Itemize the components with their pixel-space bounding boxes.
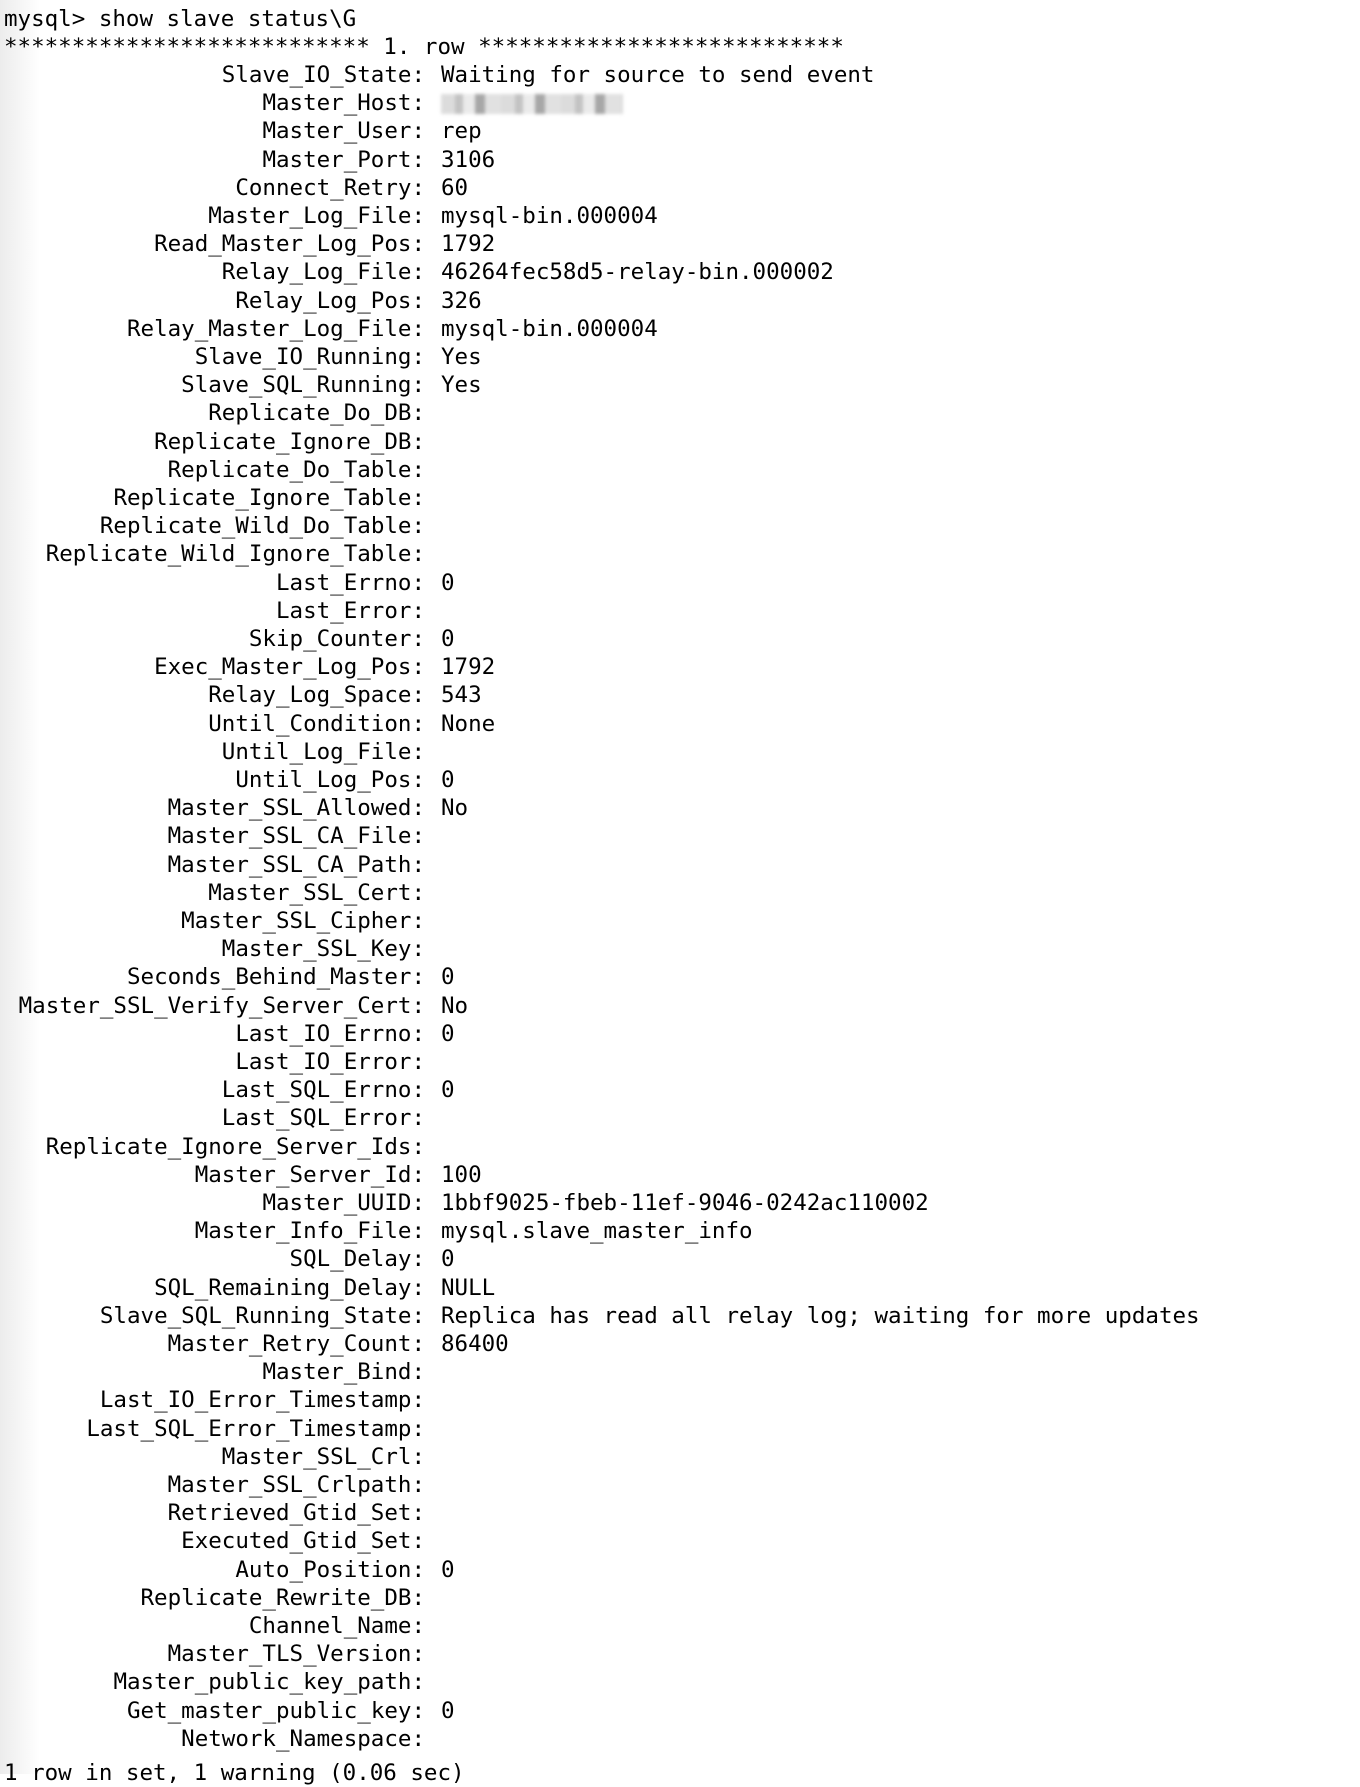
- field-key: Master_SSL_Allowed:: [167, 795, 425, 822]
- status-field-row: [0, 1640, 1360, 1668]
- field-key: Master_UUID:: [262, 1190, 425, 1216]
- field-value: 60: [441, 174, 469, 201]
- field-key: Master_SSL_Crlpath:: [167, 1472, 425, 1498]
- field-value: 3106: [441, 146, 496, 173]
- status-field-row: [0, 1499, 1360, 1527]
- status-field-row: [0, 1104, 1360, 1132]
- status-field-row: [0, 625, 1360, 653]
- status-field-row: [0, 907, 1360, 935]
- field-key: Read_Master_Log_Pos:: [154, 231, 425, 258]
- field-key: Replicate_Do_DB:: [208, 400, 425, 427]
- field-value: mysql.slave_master_info: [441, 1218, 753, 1245]
- status-field-row: [0, 569, 1360, 597]
- status-field-row: [0, 1048, 1360, 1076]
- field-key: Master_User:: [262, 118, 425, 145]
- field-key: Last_IO_Error_Timestamp:: [99, 1387, 425, 1414]
- field-key: Retrieved_Gtid_Set:: [167, 1500, 425, 1527]
- status-field-row: [0, 146, 1360, 174]
- field-value: 326: [441, 287, 482, 314]
- field-key: Seconds_Behind_Master:: [126, 964, 425, 991]
- field-key: Replicate_Wild_Ignore_Table:: [45, 541, 425, 568]
- status-field-row: [0, 1668, 1360, 1696]
- status-field-row: [0, 710, 1360, 738]
- field-key: Executed_Gtid_Set:: [181, 1528, 425, 1555]
- field-value: 46264fec58d5-relay-bin.000002: [441, 259, 834, 286]
- field-key: Last_Errno:: [275, 569, 425, 596]
- status-field-row: [0, 1386, 1360, 1414]
- field-key: Exec_Master_Log_Pos:: [154, 654, 425, 681]
- status-field-row: [0, 1217, 1360, 1245]
- field-key: Master_Log_File:: [208, 203, 425, 229]
- status-field-row: [0, 343, 1360, 371]
- status-field-row: [0, 117, 1360, 145]
- field-key: Last_SQL_Errno:: [221, 1077, 425, 1104]
- status-field-row: [0, 822, 1360, 850]
- field-key: Relay_Log_Pos:: [235, 287, 425, 314]
- field-value: 0: [441, 767, 455, 793]
- status-field-row: [0, 766, 1360, 794]
- status-field-row: [0, 1584, 1360, 1612]
- field-value: 0: [441, 1020, 455, 1047]
- status-field-row: [0, 597, 1360, 625]
- field-key: Master_SSL_Verify_Server_Cert:: [18, 992, 425, 1019]
- status-field-row: [0, 1612, 1360, 1640]
- status-field-row: [0, 1161, 1360, 1189]
- field-value: mysql-bin.000004: [441, 315, 658, 342]
- field-key: Replicate_Do_Table:: [167, 456, 425, 483]
- redacted-host-value: [441, 94, 623, 114]
- status-field-row: [0, 484, 1360, 512]
- status-field-row: [0, 794, 1360, 822]
- field-value: Waiting for source to send event: [441, 62, 875, 88]
- status-field-row: [0, 1697, 1360, 1725]
- status-field-row: [0, 371, 1360, 399]
- field-key: Last_SQL_Error:: [221, 1105, 425, 1132]
- field-key: Until_Condition:: [208, 710, 425, 737]
- status-field-row: [0, 992, 1360, 1020]
- status-field-row: [0, 315, 1360, 343]
- status-field-row: [0, 851, 1360, 879]
- field-key: Master_Info_File:: [194, 1218, 425, 1245]
- field-key: Last_SQL_Error_Timestamp:: [86, 1415, 425, 1442]
- field-value: NULL: [441, 1274, 496, 1301]
- status-field-row: [0, 963, 1360, 991]
- status-field-row: [0, 1471, 1360, 1499]
- field-key: Master_Retry_Count:: [167, 1331, 425, 1357]
- status-field-row: [0, 1076, 1360, 1104]
- status-field-row: [0, 202, 1360, 230]
- status-field-row: [0, 540, 1360, 568]
- status-field-row: [0, 1443, 1360, 1471]
- field-key: Get_master_public_key:: [126, 1697, 425, 1724]
- field-key: Replicate_Ignore_Server_Ids:: [45, 1133, 425, 1160]
- status-field-row: [0, 1358, 1360, 1386]
- status-field-row: [0, 174, 1360, 202]
- status-field-row: [0, 512, 1360, 540]
- field-value: 0: [441, 1246, 455, 1273]
- command-line: mysql> show slave status\G: [4, 6, 357, 32]
- field-value: 543: [441, 682, 482, 709]
- status-field-row: [0, 287, 1360, 315]
- field-key: Last_IO_Error:: [235, 1049, 425, 1075]
- field-key: Master_Server_Id:: [194, 1161, 425, 1188]
- field-value: rep: [441, 118, 482, 145]
- field-key: Replicate_Ignore_Table:: [113, 485, 425, 511]
- field-key: Master_Port:: [262, 146, 425, 173]
- field-value: 86400: [441, 1331, 509, 1357]
- status-field-row: [0, 258, 1360, 286]
- field-key: Slave_IO_Running:: [194, 344, 425, 370]
- field-value: 1bbf9025-fbeb-11ef-9046-0242ac110002: [441, 1190, 929, 1216]
- status-field-row: [0, 1245, 1360, 1273]
- result-footer: 1 row in set, 1 warning (0.06 sec): [4, 1760, 465, 1786]
- field-key: Master_SSL_CA_Path:: [167, 851, 425, 878]
- status-field-row: [0, 89, 1360, 117]
- field-value: 1792: [441, 654, 496, 681]
- field-key: Relay_Log_File:: [221, 259, 425, 286]
- field-value: 0: [441, 1697, 455, 1724]
- field-value: 0: [441, 569, 455, 596]
- field-key: Slave_SQL_Running:: [181, 372, 425, 399]
- field-key: Master_SSL_Cert:: [208, 879, 425, 906]
- field-key: Channel_Name:: [248, 1613, 425, 1639]
- field-key: Auto_Position:: [235, 1556, 425, 1583]
- status-field-row: [0, 738, 1360, 766]
- status-field-row: [0, 1302, 1360, 1330]
- field-value: No: [441, 795, 469, 822]
- field-value: 100: [441, 1161, 482, 1188]
- field-value: Yes: [441, 344, 482, 370]
- field-key: Replicate_Ignore_DB:: [154, 428, 425, 455]
- field-key: Slave_SQL_Running_State:: [99, 1302, 425, 1329]
- field-value: mysql-bin.000004: [441, 203, 658, 229]
- field-key: Until_Log_Pos:: [235, 767, 425, 793]
- field-key: Master_Bind:: [262, 1359, 425, 1386]
- field-value: 1792: [441, 231, 496, 258]
- status-field-row: [0, 1556, 1360, 1584]
- field-value: None: [441, 710, 496, 737]
- status-field-row: [0, 1527, 1360, 1555]
- status-field-row: [0, 230, 1360, 258]
- status-field-row: [0, 1274, 1360, 1302]
- field-key: Skip_Counter:: [248, 626, 425, 652]
- field-key: Master_SSL_Key:: [221, 936, 425, 963]
- status-field-row: [0, 1020, 1360, 1048]
- field-value: 0: [441, 964, 455, 991]
- status-field-row: [0, 428, 1360, 456]
- field-value: 0: [441, 1077, 455, 1104]
- field-key: Master_SSL_Crl:: [221, 1443, 425, 1470]
- status-field-row: [0, 1330, 1360, 1358]
- field-key: Master_TLS_Version:: [167, 1641, 425, 1668]
- field-key: Slave_IO_State:: [221, 62, 425, 88]
- field-key: Connect_Retry:: [235, 174, 425, 201]
- status-field-row: [0, 61, 1360, 89]
- field-key: Master_SSL_Cipher:: [181, 908, 425, 934]
- field-key: Last_Error:: [275, 597, 425, 624]
- field-key: Network_Namespace:: [181, 1725, 425, 1752]
- status-field-row: [0, 456, 1360, 484]
- field-value: 0: [441, 626, 455, 652]
- field-key: Relay_Master_Log_File:: [126, 315, 425, 342]
- field-key: Replicate_Wild_Do_Table:: [99, 513, 425, 540]
- field-value: 0: [441, 1556, 455, 1583]
- status-field-row: [0, 399, 1360, 427]
- field-key: SQL_Remaining_Delay:: [154, 1274, 425, 1301]
- field-key: Master_public_key_path:: [113, 1669, 425, 1696]
- status-field-row: [0, 1189, 1360, 1217]
- field-key: Replicate_Rewrite_DB:: [140, 1584, 425, 1611]
- status-field-row: [0, 681, 1360, 709]
- status-field-row: [0, 653, 1360, 681]
- field-key: Last_IO_Errno:: [235, 1020, 425, 1047]
- field-value: Yes: [441, 372, 482, 399]
- status-field-row: [0, 1133, 1360, 1161]
- field-value: Replica has read all relay log; waiting for more updates: [441, 1302, 1200, 1329]
- field-key: Master_SSL_CA_File:: [167, 823, 425, 850]
- status-field-row: [0, 935, 1360, 963]
- row-header: *************************** 1. row ***************************: [4, 34, 844, 60]
- field-value: No: [441, 992, 469, 1019]
- status-field-row: [0, 1415, 1360, 1443]
- status-field-row: [0, 1725, 1360, 1753]
- field-key: SQL_Delay:: [289, 1246, 425, 1273]
- field-key: Until_Log_File:: [221, 738, 425, 765]
- status-field-row: [0, 879, 1360, 907]
- field-key: Master_Host:: [262, 90, 425, 117]
- field-key: Relay_Log_Space:: [208, 682, 425, 709]
